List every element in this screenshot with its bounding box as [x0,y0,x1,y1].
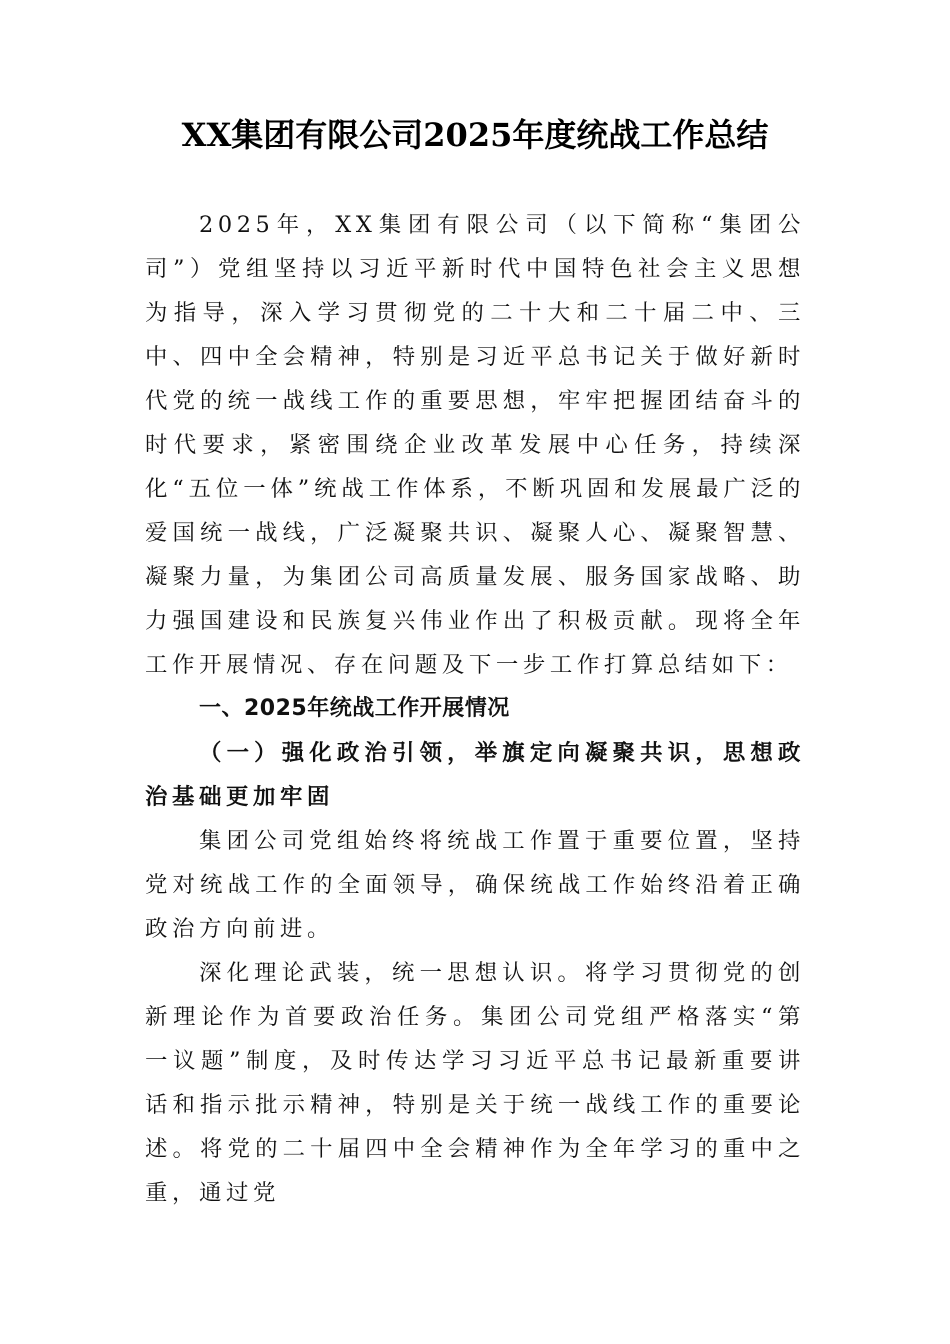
document-page [145,105,805,1215]
body-paragraph: 集团公司党组始终将统战工作置于重要位置，坚持党对统战工作的全面领导，确保统战工作始终沿着正确政治方向前进。 [145,828,805,942]
document-title: XX集团有限公司2025年度统战工作总结 [181,116,769,154]
body-paragraph: 深化理论武装，统一思想认识。将学习贯彻党的创新理论作为首要政治任务。集团公司党组严格落实“第一议题”制度，及时传达学习习近平总书记最新重要讲话和指示批示精神，特别是关于统一战线工作的重要论述。将党的二十届四中全会精神作为全年学习的重中之重，通过党 [145,960,805,1206]
section-heading: 一、2025年统战工作开展情况 [199,696,510,721]
intro-paragraph: 2025年，XX集团有限公司（以下简称“集团公司”）党组坚持以习近平新时代中国特色社会主义思想为指导，深入学习贯彻党的二十大和二十届二中、三中、四中全会精神，特别是习近平总书记关于做好新时代党的统一战线工作的重要思想，牢牢把握团结奋斗的时代要求，紧密围绕企业改革发展中心任务，持续深化“五位一体”统战工作体系，不断巩固和发展最广泛的爱国统一战线，广泛凝聚共识、凝聚人心、凝聚智慧、凝聚力量，为集团公司高质量发展、服务国家战略、助力强国建设和民族复兴伟业作出了积极贡献。现将全年工作开展情况、存在问题及下一步工作打算总结如下： [145,212,805,678]
subsection-heading: （一）强化政治引领，举旗定向凝聚共识，思想政治基础更加牢固 [145,740,805,810]
